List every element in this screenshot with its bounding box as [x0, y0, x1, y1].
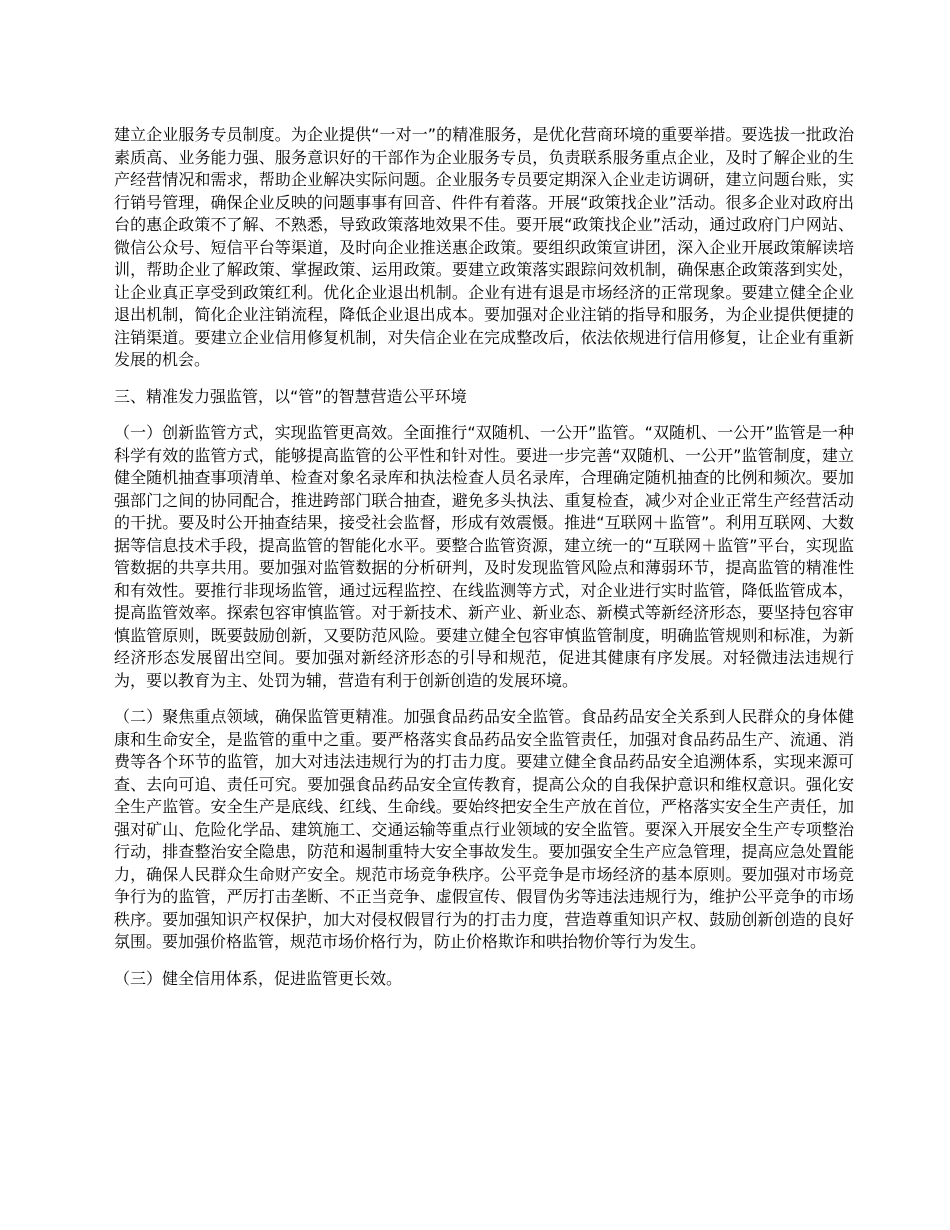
paragraph-key-areas-regulation: （二）聚焦重点领域，确保监管更精准。加强食品药品安全监管。食品药品安全关系到人民群众的身体健康和生命安全，是监管的重中之重。要严格落实食品药品安全监管责任，加强对食品药品生产、流通、消费等各个环节的监管，加大对违法违规行为的打击力度。要建立健全食品药品安全追溯体系，实现来源可查、去向可追、责任可究。要加强食品药品安全宣传教育，提高公众的自我保护意识和维权意识。强化安全生产监管。安全生产是底线、红线、生命线。要始终把安全生产放在首位，严格落实安全生产责任，加强对矿山、危险化学品、建筑施工、交通运输等重点行业领域的安全监管。要深入开展安全生产专项整治行动，排查整治安全隐患，防范和遏制重特大安全事故发生。要加强安全生产应急管理，提高应急处置能力，确保人民群众生命财产安全。规范市场竞争秩序。公平竞争是市场经济的基本原则。要加强对市场竞争行为的监管，严厉打击垄断、不正当竞争、虚假宣传、假冒伪劣等违法违规行为，维护公平竞争的市场秩序。要加强知识产权保护，加大对侵权假冒行为的打击力度，营造尊重知识产权、鼓励创新创造的良好氛围。要加强价格监管，规范市场价格行为，防止价格欺诈和哄抬物价等行为发生。 — [114, 707, 854, 951]
paragraph-credit-system-heading: （三）健全信用体系，促进监管更长效。 — [114, 968, 403, 988]
section-heading-regulation: 三、精准发力强监管，以“管”的智慧营造公平环境 — [114, 386, 467, 406]
paragraph-innovative-regulation: （一）创新监管方式，实现监管更高效。全面推行“双随机、一公开”监管。“双随机、一公开”监管是一种科学有效的监管方式，能够提高监管的公平性和针对性。要进一步完善“双随机、一公开”监管制度，建立健全随机抽查事项清单、检查对象名录库和执法检查人员名录库，合理确定随机抽查的比例和频次。要加强部门之间的协同配合，推进跨部门联合抽查，避免多头执法、重复检查，减少对企业正常生产经营活动的干扰。要及时公开抽查结果，接受社会监督，形成有效震慑。推进“互联网＋监管”。利用互联网、大数据等信息技术手段，提高监管的智能化水平。要整合监管资源，建立统一的“互联网＋监管”平台，实现监管数据的共享共用。要加强对监管数据的分析研判，及时发现监管风险点和薄弱环节，提高监管的精准性和有效性。要推行非现场监管，通过远程监控、在线监测等方式，对企业进行实时监管，降低监管成本，提高监管效率。探索包容审慎监管。对于新技术、新产业、新业态、新模式等新经济形态，要坚持包容审慎监管原则，既要鼓励创新，又要防范风险。要建立健全包容审慎监管制度，明确监管规则和标准，为新经济形态发展留出空间。要加强对新经济形态的引导和规范，促进其健康有序发展。对轻微违法违规行为，要以教育为主、处罚为辅，营造有利于创新创造的发展环境。 — [114, 423, 854, 690]
document-body — [114, 124, 854, 1004]
paragraph-enterprise-service: 建立企业服务专员制度。为企业提供“一对一”的精准服务，是优化营商环境的重要举措。要选拔一批政治素质高、业务能力强、服务意识好的干部作为企业服务专员，负责联系服务重点企业，及时了解企业的生产经营情况和需求，帮助企业解决实际问题。企业服务专员要定期深入企业走访调研，建立问题台账，实行销号管理，确保企业反映的问题事事有回音、件件有着落。开展“政策找企业”活动。很多企业对政府出台的惠企政策不了解、不熟悉，导致政策落地效果不佳。要开展“政策找企业”活动，通过政府门户网站、微信公众号、短信平台等渠道，及时向企业推送惠企政策。要组织政策宣讲团，深入企业开展政策解读培训，帮助企业了解政策、掌握政策、运用政策。要建立政策落实跟踪问效机制，确保惠企政策落到实处，让企业真正享受到政策红利。优化企业退出机制。企业有进有退是市场经济的正常现象。要建立健全企业退出机制，简化企业注销流程，降低企业退出成本。要加强对企业注销的指导和服务，为企业提供便捷的注销渠道。要建立企业信用修复机制，对失信企业在完成整改后，依法依规进行信用修复，让企业有重新发展的机会。 — [114, 125, 854, 369]
